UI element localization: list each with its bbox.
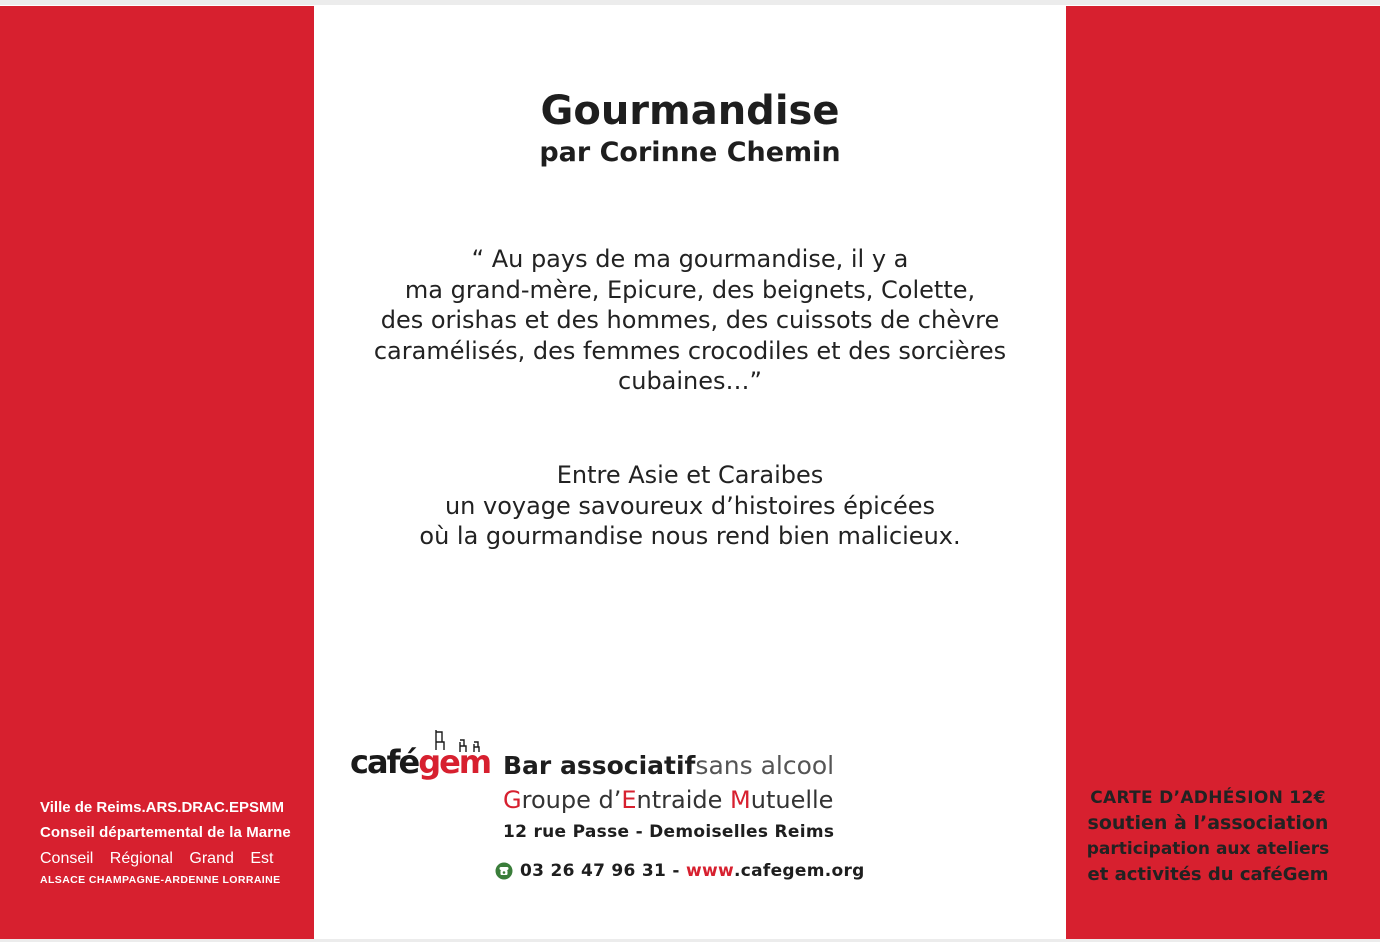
address: 12 rue Passe - Demoiselles Reims bbox=[503, 822, 835, 842]
association-bold: Bar associatif bbox=[503, 751, 696, 780]
poster-title: Gourmandise bbox=[540, 88, 840, 134]
blurb-block bbox=[314, 460, 1066, 552]
membership-line-2: soutien à l’association bbox=[1087, 812, 1329, 834]
gem-line bbox=[503, 784, 833, 816]
quote-line: des orishas et des hommes, des cuissots de chèvre bbox=[380, 306, 1000, 335]
sponsors-line-3: Conseil Régional Grand Est bbox=[40, 850, 274, 867]
quote-line: caramélisés, des femmes crocodiles et des sorcières bbox=[373, 336, 1007, 365]
logo-cafe: café bbox=[350, 743, 419, 781]
blurb-line: Entre Asie et Caraibes bbox=[556, 461, 824, 489]
gem-word-1: roupe d’ bbox=[521, 786, 622, 814]
sponsors-line-1: Ville de Reims.ARS.DRAC.EPSMM bbox=[40, 799, 284, 816]
top-border bbox=[0, 0, 1380, 5]
blurb-line: où la gourmandise nous rend bien malicieux. bbox=[419, 522, 961, 551]
membership-line-4: et activités du caféGem bbox=[1087, 864, 1329, 885]
quote-block bbox=[314, 244, 1066, 397]
gem-letter-m: M bbox=[730, 786, 751, 814]
sponsors-line-2: Conseil départemental de la Marne bbox=[40, 824, 291, 841]
left-red-band bbox=[0, 6, 314, 939]
sponsors-block bbox=[40, 796, 298, 888]
quote-line: “ Au pays de ma gourmandise, il y a bbox=[471, 245, 909, 273]
membership-line-1: CARTE D’ADHÉSION 12€ bbox=[1090, 788, 1326, 808]
blurb-line: un voyage savoureux d’histoires épicées bbox=[444, 491, 936, 520]
cafegem-logo bbox=[348, 728, 502, 792]
logo-wordmark bbox=[350, 742, 490, 782]
website-prefix[interactable]: www bbox=[685, 861, 734, 881]
phone-icon bbox=[495, 862, 513, 880]
poster-subtitle: par Corinne Chemin bbox=[539, 137, 841, 168]
phone-number: 03 26 47 96 31 bbox=[520, 861, 667, 881]
logo-gem: gem bbox=[418, 743, 491, 781]
contact-separator: - bbox=[666, 861, 686, 881]
membership-block bbox=[1066, 786, 1350, 888]
quote-line: ma grand-mère, Epicure, des beignets, Colette, bbox=[404, 275, 976, 304]
quote-line: cubaines…” bbox=[618, 367, 762, 396]
gem-letter-g: G bbox=[503, 786, 522, 814]
sponsors-line-4: ALSACE CHAMPAGNE-ARDENNE LORRAINE bbox=[40, 874, 281, 886]
website-domain[interactable]: .cafegem.org bbox=[733, 861, 865, 881]
gem-letter-e: E bbox=[621, 786, 637, 814]
membership-line-3: participation aux ateliers bbox=[1086, 839, 1330, 859]
gem-word-2: ntraide bbox=[636, 786, 731, 814]
gem-word-3: utuelle bbox=[750, 786, 834, 814]
association-light: sans alcool bbox=[695, 751, 835, 780]
contact-line bbox=[495, 859, 865, 883]
association-line bbox=[503, 750, 843, 782]
